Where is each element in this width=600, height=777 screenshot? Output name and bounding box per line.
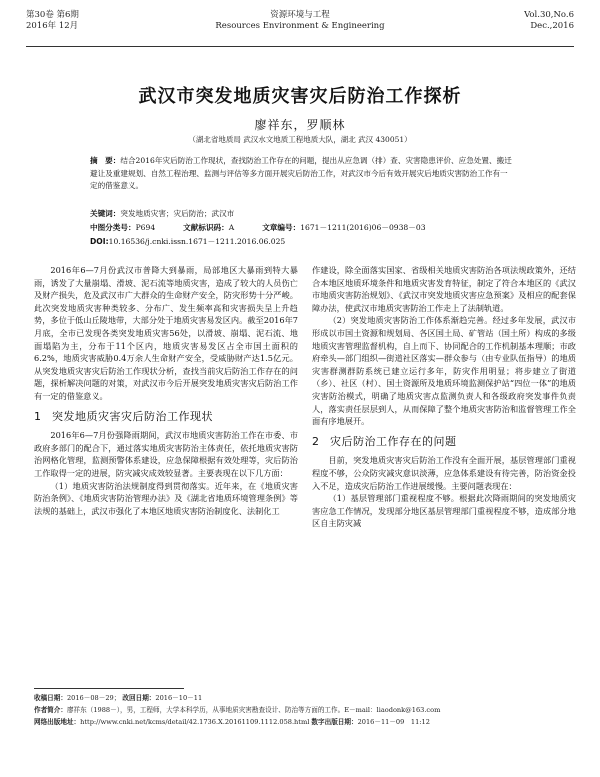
revised-date: 2016－10－11 [155,694,203,702]
article-title: 武汉市突发地质灾害灾后防治工作探析 [138,86,462,107]
body-paragraph: （1）基层管理部门重视程度不够。根据此次降雨期间的突发地质灾害应急工作情况，发现部分地区基层管理部门重视程度不够，造成部分地区自主防灾减 [312,493,576,529]
body-paragraph: （1）地质灾害防治法规制度得到贯彻落实。近年来，在《地质灾害防治条例》、《地质灾害防治管理办法》及《湖北省地质环境管理条例》等法规的基础上，武汉市强化了本地区地质灾害防治制度化、法制化工 [34,480,298,516]
classification-line [90,222,550,234]
received-label: 收稿日期： [34,694,67,702]
running-header-right [524,10,574,32]
clc-value: P694 [135,223,156,232]
section-heading-2 [312,436,576,449]
doi-label: DOI: [90,237,109,246]
online-url-label: 网络出版地址： [34,718,81,726]
section-title: 突发地质灾害灾后防治工作现状 [52,409,213,423]
body-column-right [312,264,576,530]
body-paragraph: （2）突发地质灾害防治工作体系渐趋完善。经过多年发展，武汉市形成以市国土资源和规划局、各区国土局、矿管站（国土所）构成的多级地质灾害管理监督机构，自上而下、协同配合的工作机制基本理顺；市政府牵头—部门组织—街道社区落实—群众参与（由专业队伍指导）的地质灾害群测群防系统已建立运行多年，防灾作用明显；将步建立了街道（乡）、社区（村）、国土资源所及地质环境监测保护站“四位一体”的地质灾害防治模式，明确了地质灾害点监测负责人和各级政府突发事件负责人，落实责任层层到人，从而保障了整个地质灾害防治和监督管理工作全面有序地展开。 [312,315,576,427]
article-no-label: 文章编号： [262,223,301,232]
footnote-publication [34,717,574,727]
section-heading-1 [34,411,298,424]
volume-en: Vol.30,No.6 [524,10,574,20]
clc-label: 中图分类号： [90,223,136,232]
keywords [90,208,514,220]
intro-paragraph: 2016年6—7月份武汉市普降大到暴雨，局部地区大暴雨到特大暴雨，诱发了大量崩塌、滑坡、泥石流等地质灾害，造成了较大的人员伤亡及财产损失，危及武汉市广大群众的生命财产安全，防灾形势十分严峻。此次突发地质灾害种类较多、分布广、发生频率高和灾害损失呈上升趋势，多位于低山丘陵地带，大部分处于地质灾害易发区内。截至2016年7月底，全市已发现各类突发地质灾害56处，以滑坡、崩塌、泥石流、地面塌陷为主，分布于11个区内，地质灾害易发区占全市国土面积的6.2%，地质灾害威胁0.4万余人生命财产安全，受威胁财产达1.5亿元。从突发地质灾害灾后防治工作现状分析，查找当前灾后防治工作存在的问题，探析解决问题的对策，对武汉市今后开展突发地质灾害灾后防治工作有一定的借鉴意义。 [34,265,298,401]
section-title: 灾后防治工作存在的问题 [330,434,457,448]
body-paragraph: 作建设，除全面落实国家、省级相关地质灾害防治各项法规政策外，还结合本地区地质环境条件和地质灾害发育特征，制定了符合本地区的《武汉市地质灾害防治规划》、《武汉市突发地质灾害应急预案》及相应的配套保障办法，使武汉市地质灾害防治工作走上了法制轨道。 [312,265,576,313]
online-url[interactable]: http://www.cnki.net/kcms/detail/42.1736.X.20161109.1112.058.html [80,718,310,726]
keywords-label: 关键词： [90,209,121,218]
doc-code-value: A [228,223,235,232]
doi-value: 10.16536/j.cnki.issn.1671－1211.2016.06.025 [108,237,286,246]
running-header-center [0,10,600,32]
section-number: 2 [312,434,320,448]
received-date: 2016－08－29； [66,694,121,702]
body-paragraph: 目前，突发地质灾害灾后防治工作没有全面开展，基层管理部门重视程度不够，公众防灾减灾意识淡薄，应急体系建设有待完善，防治资金投入不足，造成灾后防治工作进展缓慢。主要问题表现在： [312,455,576,491]
journal-cn: 资源环境与工程 [270,10,330,20]
footnote-author [34,705,574,715]
keywords-text: 突发地质灾害；灾后防治；武汉市 [120,209,235,218]
doi-line [90,236,514,248]
author-affiliation: （湖北省地质局 武汉水文地质工程地质大队，湖北 武汉 430051） [188,135,412,144]
revised-label: 改回日期： [122,694,156,702]
footnote-dates [34,693,574,703]
body-column-left [34,264,298,517]
journal-en: Resources Environment & Engineering [215,21,385,31]
abstract-label: 摘 要： [90,156,121,165]
volume-cn: 第30卷 第6期 [26,10,79,20]
footnote-rule [34,688,184,689]
abstract [90,155,514,193]
article-no-value: 1671－1211(2016)06－0938－03 [300,223,426,232]
date-en: Dec.,2016 [530,21,574,31]
author-bio: 廖祥东（1988－），男，工程师，大学本科学历，从事地质灾害勘查设计、防治等方面的工作。E－mail：liaodonk@163.com [66,706,441,714]
date-cn: 2016年 12月 [26,21,79,31]
doc-code-label: 文献标识码： [183,223,229,232]
article-authors: 廖祥东，罗顺林 [254,118,346,132]
pub-time: 2016－11－09 11:12 [357,718,430,726]
section-number: 1 [34,409,42,423]
header-rule [26,46,574,47]
pub-time-label: 数字出版日期： [311,718,358,726]
abstract-text: 结合2016年灾后防治工作现状，查找防治工作存在的问题，提出从应急调（排）查、灾害隐患评价、应急处置、搬迁避让及重建规划、自然工程治理、监测与评估等多方面开展灾后防治工作，对武汉市今后有效开展灾后地质灾害防治工作有一定的借鉴意义。 [90,156,512,190]
body-paragraph: 2016年6—7月份强降雨期间，武汉市地质灾害防治工作在市委、市政府多部门的配合下，通过落实地质灾害防治主体责任，依托地质灾害防治网格化管理，监测预警体系建设，应急保障根据有效处理等，灾后防治工作取得一定的进展，防灾减灾成效较显著。主要表现在以下几方面： [34,430,298,478]
author-bio-label: 作者简介： [34,706,67,714]
